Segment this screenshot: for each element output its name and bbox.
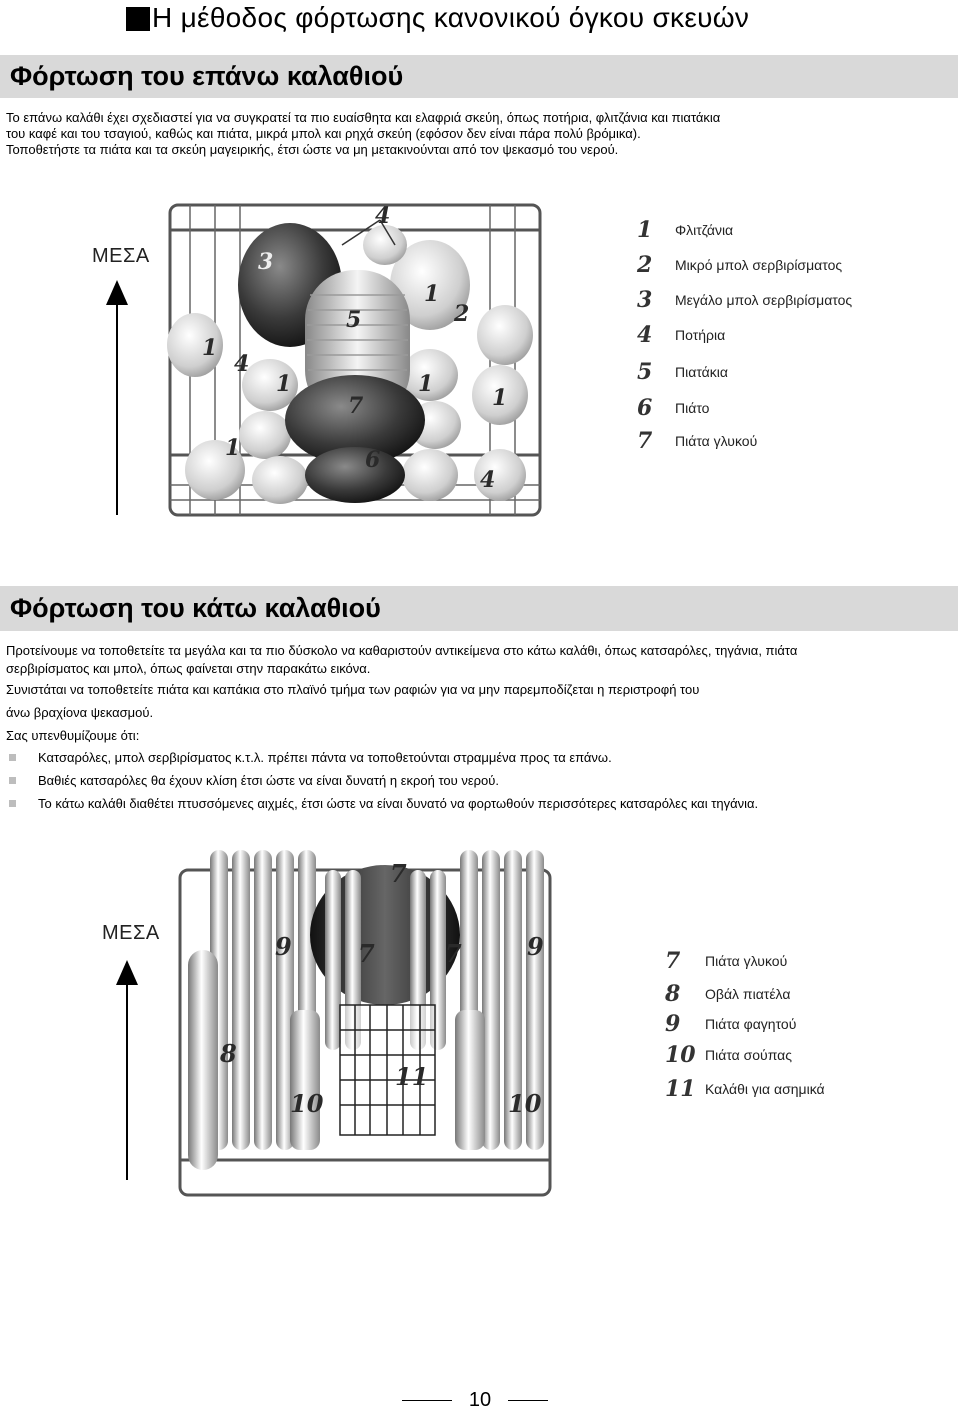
figure-number: 7 — [390, 859, 407, 888]
legend-label: Φλιτζάνια — [675, 222, 734, 238]
lower-basket-figure — [90, 840, 890, 1200]
list-item-text: Βαθιές κατσαρόλες θα έχουν κλίση έτσι ώστε να είναι δυνατή η εκροή του νερού. — [38, 773, 500, 788]
legend-label: Πιάτα γλυκού — [675, 433, 758, 449]
legend-number: 7 — [637, 428, 653, 454]
legend-item — [637, 395, 709, 421]
figure-number: 1 — [424, 281, 440, 307]
plate-icon — [305, 447, 405, 503]
cup-icon — [239, 411, 291, 459]
title-square-icon — [126, 7, 150, 31]
figure-number: 4 — [480, 467, 496, 493]
cup-icon — [252, 456, 308, 504]
legend-number: 3 — [637, 287, 653, 313]
legend-number: 4 — [637, 322, 653, 348]
legend-number: 5 — [637, 359, 653, 385]
lower-basket-paragraph — [6, 642, 946, 678]
legend-item — [665, 981, 790, 1007]
legend-number: 8 — [665, 981, 681, 1007]
figure-number: 7 — [358, 939, 375, 968]
reminder-list — [6, 746, 946, 815]
upper-basket-figure — [80, 185, 880, 535]
list-item-text: Κατσαρόλες, μπολ σερβιρίσματος κ.τ.λ. πρέπει πάντα να τοποθετούνται στραμμένα προς τα επάνω. — [38, 750, 612, 765]
legend-item — [637, 428, 757, 454]
legend-item — [637, 322, 725, 348]
paragraph-line: του καφέ και του τσαγιού, καθώς και πιάτα, μικρά μπολ και ρηχά σκεύη (εφόσον δεν είναι πάρα πολύ βρόμικα). — [6, 126, 641, 141]
bullet-square-icon — [9, 754, 16, 761]
legend-item — [665, 1076, 825, 1102]
figure-number: 11 — [395, 1062, 429, 1091]
paragraph-line: Προτείνουμε να τοποθετείτε τα μεγάλα και τα πιο δύσκολο να καθαριστούν αντικείμενα στο κάτω καλάθι, όπως κατσαρόλες, τηγάνια, πιάτα — [6, 643, 798, 658]
figure-number: 2 — [454, 301, 470, 327]
page-number: 10 — [468, 1389, 492, 1411]
legend-label: Πιάτα φαγητού — [705, 1016, 797, 1032]
lower-basket-heading: Φόρτωση του κάτω καλαθιού — [0, 586, 958, 631]
figure-number: 7 — [348, 393, 364, 419]
upper-basket-legend — [637, 217, 877, 457]
list-item — [6, 769, 946, 792]
paragraph-line: Συνιστάται να τοποθετείτε πιάτα και καπάκια στο πλαϊνό τμήμα των ραφιών για να μην παρεμποδίζεται η περιστροφή του — [6, 682, 700, 697]
figure-number: 7 — [445, 939, 462, 968]
figure-number: 1 — [225, 435, 241, 461]
legend-number: 10 — [665, 1042, 696, 1068]
list-item — [6, 792, 946, 815]
inside-label: ΜΕΣΑ — [92, 245, 150, 267]
legend-label: Ποτήρια — [675, 327, 726, 343]
legend-number: 1 — [637, 217, 653, 243]
cup-icon — [402, 449, 458, 501]
page-footer — [0, 1388, 960, 1412]
legend-number: 11 — [665, 1076, 696, 1102]
figure-number: 3 — [258, 249, 274, 275]
paragraph-line: άνω βραχίονα ψεκασμού. — [6, 705, 154, 720]
lower-basket-legend — [665, 948, 890, 1108]
legend-item — [665, 1042, 792, 1068]
figure-number: 6 — [365, 447, 381, 473]
inside-arrow-icon — [106, 280, 128, 515]
legend-label: Πιάτο — [675, 400, 710, 416]
inside-label: ΜΕΣΑ — [102, 922, 160, 944]
legend-item — [637, 359, 728, 385]
oval-platter-icon — [188, 950, 218, 1170]
figure-number: 1 — [276, 371, 292, 397]
list-item — [6, 746, 946, 769]
legend-label: Μικρό μπολ σερβιρίσματος — [675, 257, 843, 273]
list-item-text: Το κάτω καλάθι διαθέτει πτυσσόμενες αιχμές, έτσι ώστε να είναι δυνατό να φορτωθούν περισσότερες κατσαρόλες και τηγάνια. — [38, 796, 759, 811]
lower-basket-recommendation — [6, 678, 946, 747]
legend-item — [637, 252, 842, 278]
figure-number: 1 — [202, 335, 218, 361]
legend-label: Καλάθι για ασημικά — [705, 1081, 825, 1097]
bullet-square-icon — [9, 800, 16, 807]
figure-number: 10 — [508, 1089, 542, 1118]
figure-number: 9 — [527, 932, 544, 961]
glass-icon — [363, 225, 407, 265]
page-title: Η μέθοδος φόρτωσης κανονικού όγκου σκευών — [152, 2, 750, 33]
inside-arrow-icon — [116, 960, 138, 1180]
legend-number: 6 — [637, 395, 653, 421]
figure-number: 1 — [418, 371, 434, 397]
legend-label: Πιατάκια — [675, 364, 728, 380]
legend-label: Πιάτα γλυκού — [705, 953, 788, 969]
paragraph-line: Τοποθετήστε τα πιάτα και τα σκεύη μαγειρικής, έτσι ώστε να μη μετακινούνται από τον ψεκασμό του νερού. — [6, 142, 619, 157]
footer-rule-left — [402, 1400, 452, 1401]
legend-number: 9 — [665, 1011, 681, 1037]
legend-label: Πιάτα σούπας — [705, 1047, 793, 1063]
upper-basket-paragraph — [6, 110, 946, 158]
legend-item — [665, 948, 787, 974]
figure-number: 10 — [290, 1089, 324, 1118]
upper-basket-heading: Φόρτωση του επάνω καλαθιού — [0, 55, 958, 98]
legend-item — [637, 287, 852, 313]
legend-item — [665, 1011, 796, 1037]
figure-number: 9 — [275, 932, 292, 961]
paragraph-line: σερβιρίσματος και μπολ, όπως φαίνεται στην παρακάτω εικόνα. — [6, 661, 371, 676]
figure-number: 5 — [346, 307, 362, 333]
legend-number: 7 — [665, 948, 681, 974]
paragraph-line: Το επάνω καλάθι έχει σχεδιαστεί για να συγκρατεί τα πιο ευαίσθητα και ελαφριά σκεύη, όπως ποτήρια, φλιτζάνια και πιατάκια — [6, 110, 721, 125]
figure-number: 1 — [492, 385, 508, 411]
figure-number: 4 — [375, 203, 391, 229]
figure-number: 8 — [220, 1039, 237, 1068]
legend-number: 2 — [637, 252, 653, 278]
footer-rule-right — [508, 1400, 548, 1401]
title-row — [126, 0, 749, 36]
legend-label: Οβάλ πιατέλα — [705, 986, 791, 1002]
figure-number: 4 — [234, 351, 250, 377]
legend-item — [637, 217, 733, 243]
bullet-square-icon — [9, 777, 16, 784]
cup-icon — [477, 305, 533, 365]
reminder-intro: Σας υπενθυμίζουμε ότι: — [6, 728, 140, 743]
legend-label: Μεγάλο μπολ σερβιρίσματος — [675, 292, 853, 308]
